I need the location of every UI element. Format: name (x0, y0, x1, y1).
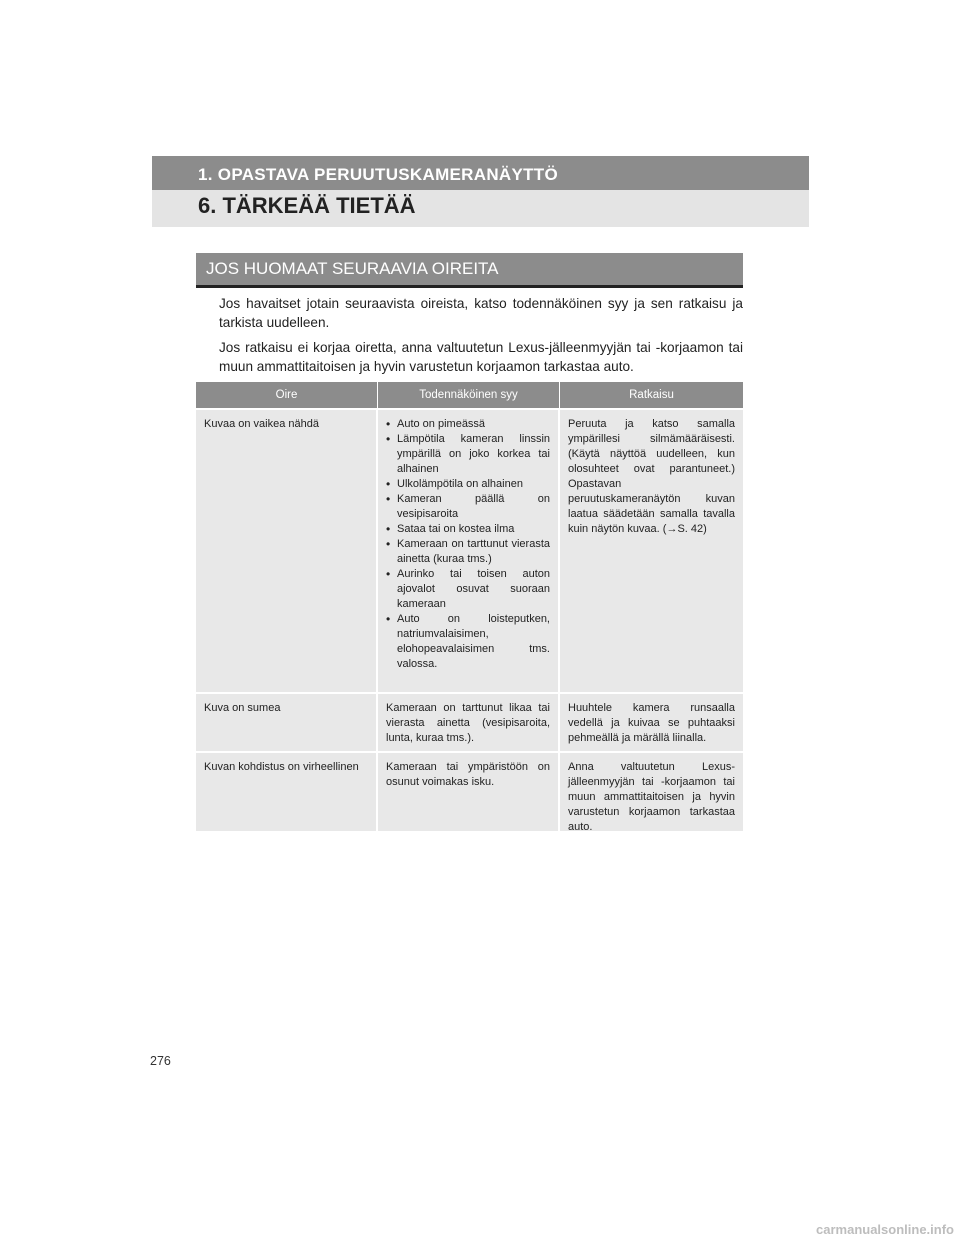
cause-cell (378, 410, 560, 692)
list-item: • Auto on pimeässä (386, 417, 550, 432)
remedy-cell: Anna valtuutetun Lexus-jälleenmyyjän tai -korjaamon tai muun ammattitaitoisen ja hyvin varustetun korjaamon tarkastaa auto. (568, 761, 735, 833)
page-number: 276 (150, 1054, 171, 1068)
section-title: 6. TÄRKEÄÄ TIETÄÄ (198, 193, 416, 218)
table-row (196, 692, 743, 751)
list-item: • Aurinko tai toisen auton ajovalot osuvat suoraan kameraan (386, 567, 550, 612)
section-header-band (152, 190, 809, 227)
table-row (196, 751, 743, 831)
symptom-cell: Kuva on sumea (196, 694, 378, 751)
watermark: carmanualsonline.info (816, 1222, 954, 1237)
symptom-cell: Kuvan kohdistus on virheellinen (196, 753, 378, 831)
symptom-cell: Kuvaa on vaikea nähdä (196, 410, 378, 692)
header-remedy: Ratkaisu (629, 389, 674, 401)
cause-cell: Kameraan tai ympäristöön on osunut voimakas isku. (378, 753, 560, 831)
subsection-title: JOS HUOMAAT SEURAAVIA OIREITA (206, 259, 499, 278)
subsection-header (196, 253, 743, 288)
table-row (196, 408, 743, 692)
list-item: • Auto on loisteputken, natriumvalaisimen, elohopeavalaisimen tms. valossa. (386, 612, 550, 672)
intro-text (219, 294, 743, 382)
table-header (196, 382, 743, 408)
list-item: • Ulkolämpötila on alhainen (386, 477, 550, 492)
list-item: • Kameraan on tarttunut vierasta ainetta (kuraa tms.) (386, 537, 550, 567)
chapter-header-band (152, 156, 809, 190)
header-cause: Todennäköinen syy (378, 382, 560, 408)
chapter-title: 1. OPASTAVA PERUUTUSKAMERANÄYTTÖ (198, 165, 559, 184)
header-symptom: Oire (196, 382, 378, 408)
intro-paragraph-1: Jos havaitset jotain seuraavista oireista, katso todennäköinen syy ja sen ratkaisu ja tarkista uudelleen. (219, 296, 743, 330)
list-item: • Kameran päällä on vesipisaroita (386, 492, 550, 522)
remedy-cell: Peruuta ja katso samalla ympärillesi silmämääräisesti. (Käytä näyttöä uudelleen, kun olosuhteet ovat parantuneet.) Opastavan peruutuskameranäytön kuvan laatua säädetään samalla tavalla kuin näytön kuvaa. (→S. 42) (568, 418, 735, 535)
list-item: • Sataa tai on kostea ilma (386, 522, 550, 537)
intro-paragraph-2: Jos ratkaisu ei korjaa oiretta, anna valtuutetun Lexus-jälleenmyyjän tai -korjaamon tai muun ammattitaitoisen ja hyvin varustetun korjaamon tarkastaa auto. (219, 340, 743, 374)
cause-list (386, 417, 550, 672)
troubleshooting-table (196, 382, 743, 831)
list-item: • Lämpötila kameran linssin ympärillä on joko korkea tai alhainen (386, 432, 550, 477)
cause-cell: Kameraan on tarttunut likaa tai vierasta ainetta (vesipisaroita, lunta, kuraa tms.). (378, 694, 560, 751)
remedy-cell: Huuhtele kamera runsaalla vedellä ja kuivaa se puhtaaksi pehmeällä ja märällä liinalla. (568, 702, 735, 744)
